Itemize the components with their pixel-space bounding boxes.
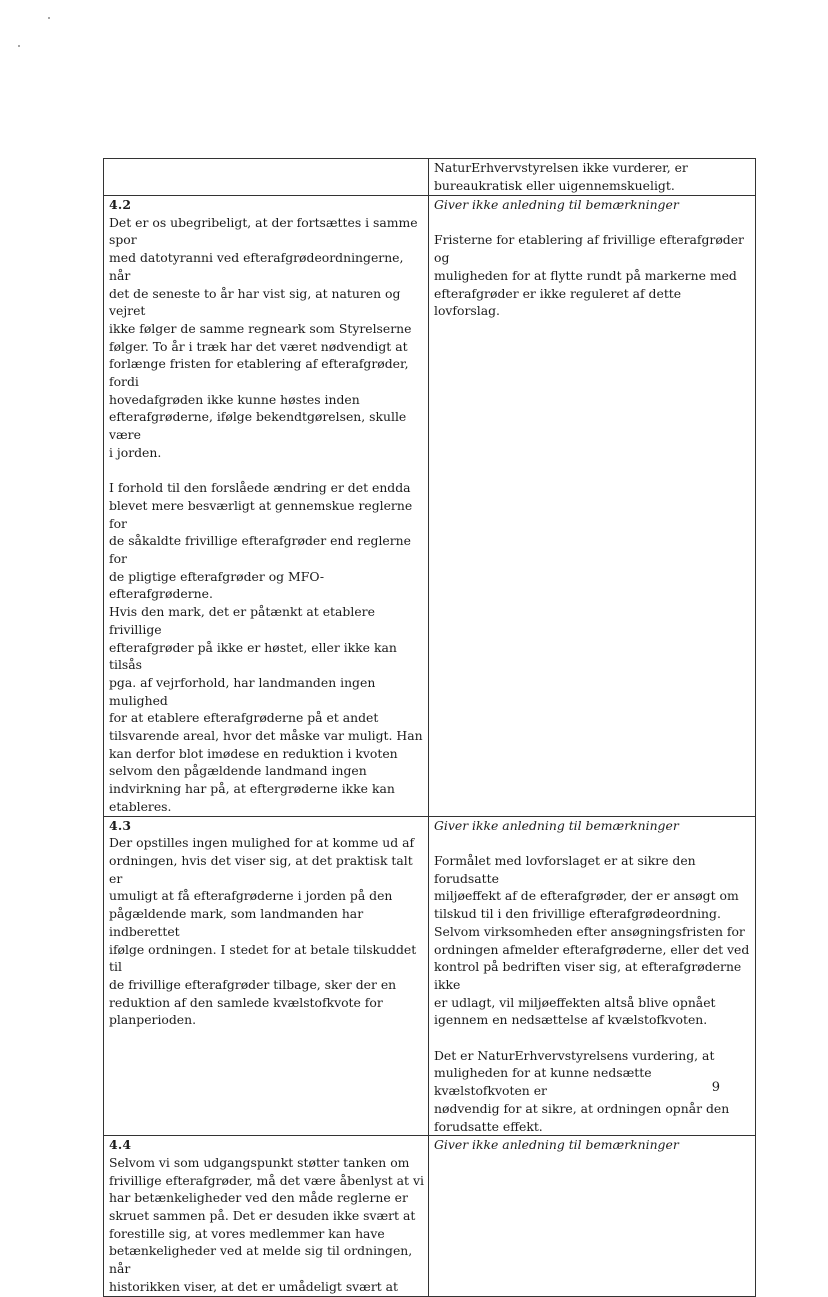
page-number: 9 [711,1080,720,1095]
section-number: 4.2 [109,197,132,212]
response-heading: Giver ikke anledning til bemærkninger [434,817,679,833]
left-cell [104,196,429,817]
scan-speck [48,17,50,19]
section-number: 4.3 [109,817,132,833]
left-cell [104,1136,429,1296]
left-cell [104,159,429,196]
right-cell [429,159,756,196]
comment-text: Det er os ubegribeligt, at der fortsættes i samme spor med datotyranni ved efterafgrødeordningerne, når det de seneste to år har vist sig, at naturen og vejret ikke følger de samme regneark som Styrelserne følger. To år i træk har det været nødvendigt at forlænge fristen for etablering af efterafgrøder, fordi hovedafgrøden ikke kunne høstes inden efterafgrøderne, ifølge bekendtgørelsen, skulle være i jorden. [109,214,418,460]
table-row [104,159,756,196]
right-cell [429,1136,756,1296]
response-text: Det er NaturErhvervstyrelsens vurdering, at muligheden for at kunne nedsætte kvælstofkvoten er nødvendig for at sikre, at ordningen opnår den forudsatte effekt. [434,1047,730,1134]
left-cell [104,816,429,1136]
comments-table [103,158,756,1297]
table-row [104,196,756,817]
comment-text: I forhold til den forslåede ændring er det endda blevet mere besværligt at gennemskue reglerne for de såkaldte frivillige efterafgrøder end reglerne for de pligtige efterafgrøder og MFO-efterafgrøderne. Hvis den mark, det er påtænkt at etablere frivillige efterafgrøder på ikke er høstet, eller ikke kan tilsås pga. af vejrforhold, har landmanden ingen mulighed for at etablere efterafgrøderne på et andet tilsvarende areal, hvor det måske var muligt. Han kan derfor blot imødese en reduktion i kvoten selvom den pågældende landmand ingen indvirkning har på, at eftergrøderne ikke kan etableres. [109,480,423,814]
response-heading: Giver ikke anledning til bemærkninger [434,1137,679,1153]
scan-speck [18,45,20,47]
response-heading: Giver ikke anledning til bemærkninger [434,197,679,212]
table-row [104,1136,756,1296]
response-text: Fristerne for etablering af frivillige efterafgrøder og muligheden for at flytte rundt på markerne med efterafgrøder er ikke reguleret af dette lovforslag. [434,232,744,319]
response-text: Formålet med lovforslaget er at sikre den forudsatte miljøeffekt af de efterafgrøder, der er ansøgt om tilskud til i den frivillige efterafgrødeordning. Selvom virksomheden efter ansøgningsfristen for ordningen afmelder efterafgrøderne, eller det ved kontrol på bedriften viser sig, at efterafgrøderne ikke er udlagt, vil miljøeffekten altså blive opnået igennem en nedsættelse af kvælstofkvoten. [434,852,750,1028]
response-text: NaturErhvervstyrelsen ikke vurderer, er bureaukratisk eller uigennemskueligt. [434,160,688,193]
right-cell [429,196,756,817]
comment-text: Selvom vi som udgangspunkt støtter tanken om frivillige efterafgrøder, må det være åbenlyst at vi har betænkeligheder ved den måde reglerne er skruet sammen på. Det er desuden ikke svært at forestille sig, at vores medlemmer kan have betænkeligheder ved at melde sig til ordningen, når historikken viser, at det er umådeligt svært at [109,1154,424,1294]
section-number: 4.4 [109,1137,132,1153]
comment-text: Der opstilles ingen mulighed for at komme ud af ordningen, hvis det viser sig, at det praktisk talt er umuligt at få efterafgrøderne i jorden på den pågældende mark, som landmanden har indberettet ifølge ordningen. I stedet for at betale tilskuddet til de frivillige efterafgrøder tilbage, sker der en reduktion af den samlede kvælstofkvote for planperioden. [109,835,417,1028]
table-row [104,816,756,1136]
